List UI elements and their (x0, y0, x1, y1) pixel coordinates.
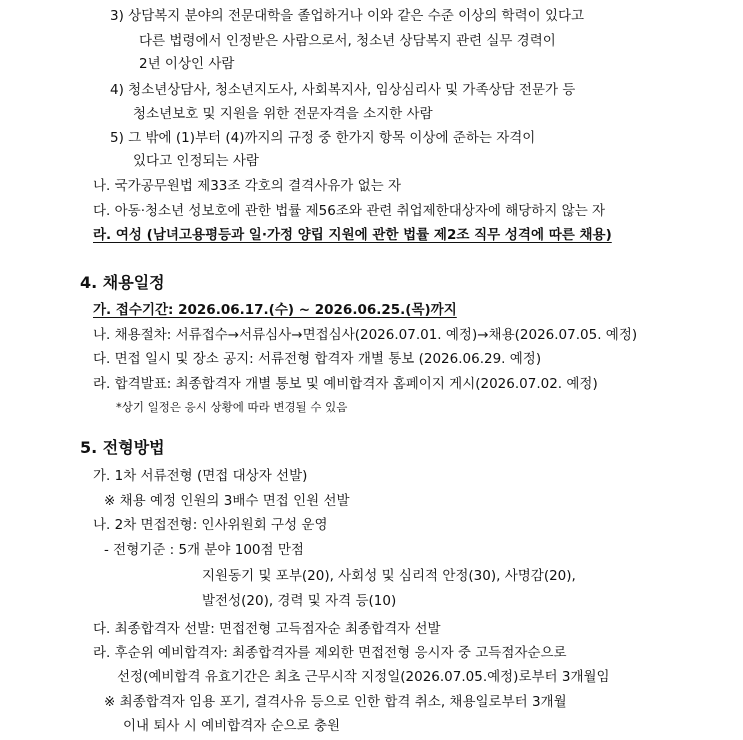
schedule-application-period: 가. 접수기간: 2026.06.17.(수) ~ 2026.06.25.(목)까지 (93, 302, 457, 318)
selection-criteria-line-2: 지원동기 및 포부(20), 사회성 및 심리적 안정(30), 사명감(20), (202, 568, 576, 584)
schedule-interview-notice: 다. 면접 일시 및 장소 공지: 서류전형 합격자 개별 통보 (2026.06.29. 예정) (93, 351, 542, 367)
qualification-item-5-line-1: 5) 그 밖에 (1)부터 (4)까지의 규정 중 한가지 항목 이상에 준하는 자격이 (110, 130, 536, 146)
selection-note-line-2: 이내 퇴사 시 예비합격자 순으로 충원 (123, 718, 341, 734)
qualification-item-4-line-1: 4) 청소년상담사, 청소년지도사, 사회복지사, 임상심리사 및 가족상담 전문가 등 (110, 82, 576, 98)
selection-criteria-line-3: 발전성(20), 경력 및 자격 등(10) (202, 593, 397, 609)
selection-document-note: ※ 채용 예정 인원의 3배수 면접 인원 선발 (104, 493, 350, 509)
selection-document-screening: 가. 1차 서류전형 (면접 대상자 선발) (93, 468, 308, 484)
selection-heading: 5. 전형방법 (80, 438, 165, 457)
qualification-da: 다. 아동·청소년 성보호에 관한 법률 제56조와 관련 취업제한대상자에 해당하지 않는 자 (93, 203, 606, 219)
selection-note-line-1: ※ 최종합격자 임용 포기, 결격사유 등으로 인한 합격 취소, 채용일로부터 3개월 (104, 694, 567, 710)
selection-interview: 나. 2차 면접전형: 인사위원회 구성 운영 (93, 517, 328, 533)
qualification-item-5-line-2: 있다고 인정되는 사람 (133, 153, 259, 169)
qualification-ra: 라. 여성 (남녀고용평등과 일·가정 양립 지원에 관한 법률 제2조 직무 성격에 따른 채용) (93, 227, 612, 243)
selection-criteria: - 전형기준 : 5개 분야 100점 만점 (104, 542, 304, 558)
qualification-na: 나. 국가공무원법 제33조 각호의 결격사유가 없는 자 (93, 178, 402, 194)
qualification-item-3-line-2: 다른 법령에서 인정받은 사람으로서, 청소년 상담복지 관련 실무 경력이 (139, 33, 556, 49)
qualification-item-3-line-3: 2년 이상인 사람 (139, 56, 235, 72)
qualification-item-4-line-2: 청소년보호 및 지원을 위한 전문자격을 소지한 사람 (133, 106, 433, 122)
schedule-announcement: 라. 합격발표: 최종합격자 개별 통보 및 예비합격자 홈페이지 게시(2026.07.02. 예정) (93, 376, 598, 392)
selection-final: 다. 최종합격자 선발: 면접전형 고득점자순 최종합격자 선발 (93, 621, 441, 637)
schedule-note: *상기 일정은 응시 상황에 따라 변경될 수 있음 (116, 400, 348, 414)
qualification-item-3-line-1: 3) 상담복지 분야의 전문대학을 졸업하거나 이와 같은 수준 이상의 학력이 있다고 (110, 8, 585, 24)
selection-reserve-line-2: 선정(예비합격 유효기간은 최초 근무시작 지정일(2026.07.05.예정)로부터 3개월임 (117, 669, 610, 685)
schedule-heading: 4. 채용일정 (80, 273, 165, 292)
selection-reserve-line-1: 라. 후순위 예비합격자: 최종합격자를 제외한 면접전형 응시자 중 고득점자순으로 (93, 645, 567, 661)
schedule-procedure: 나. 채용절차: 서류접수→서류심사→면접심사(2026.07.01. 예정)→채용(2026.07.05. 예정) (93, 327, 638, 343)
